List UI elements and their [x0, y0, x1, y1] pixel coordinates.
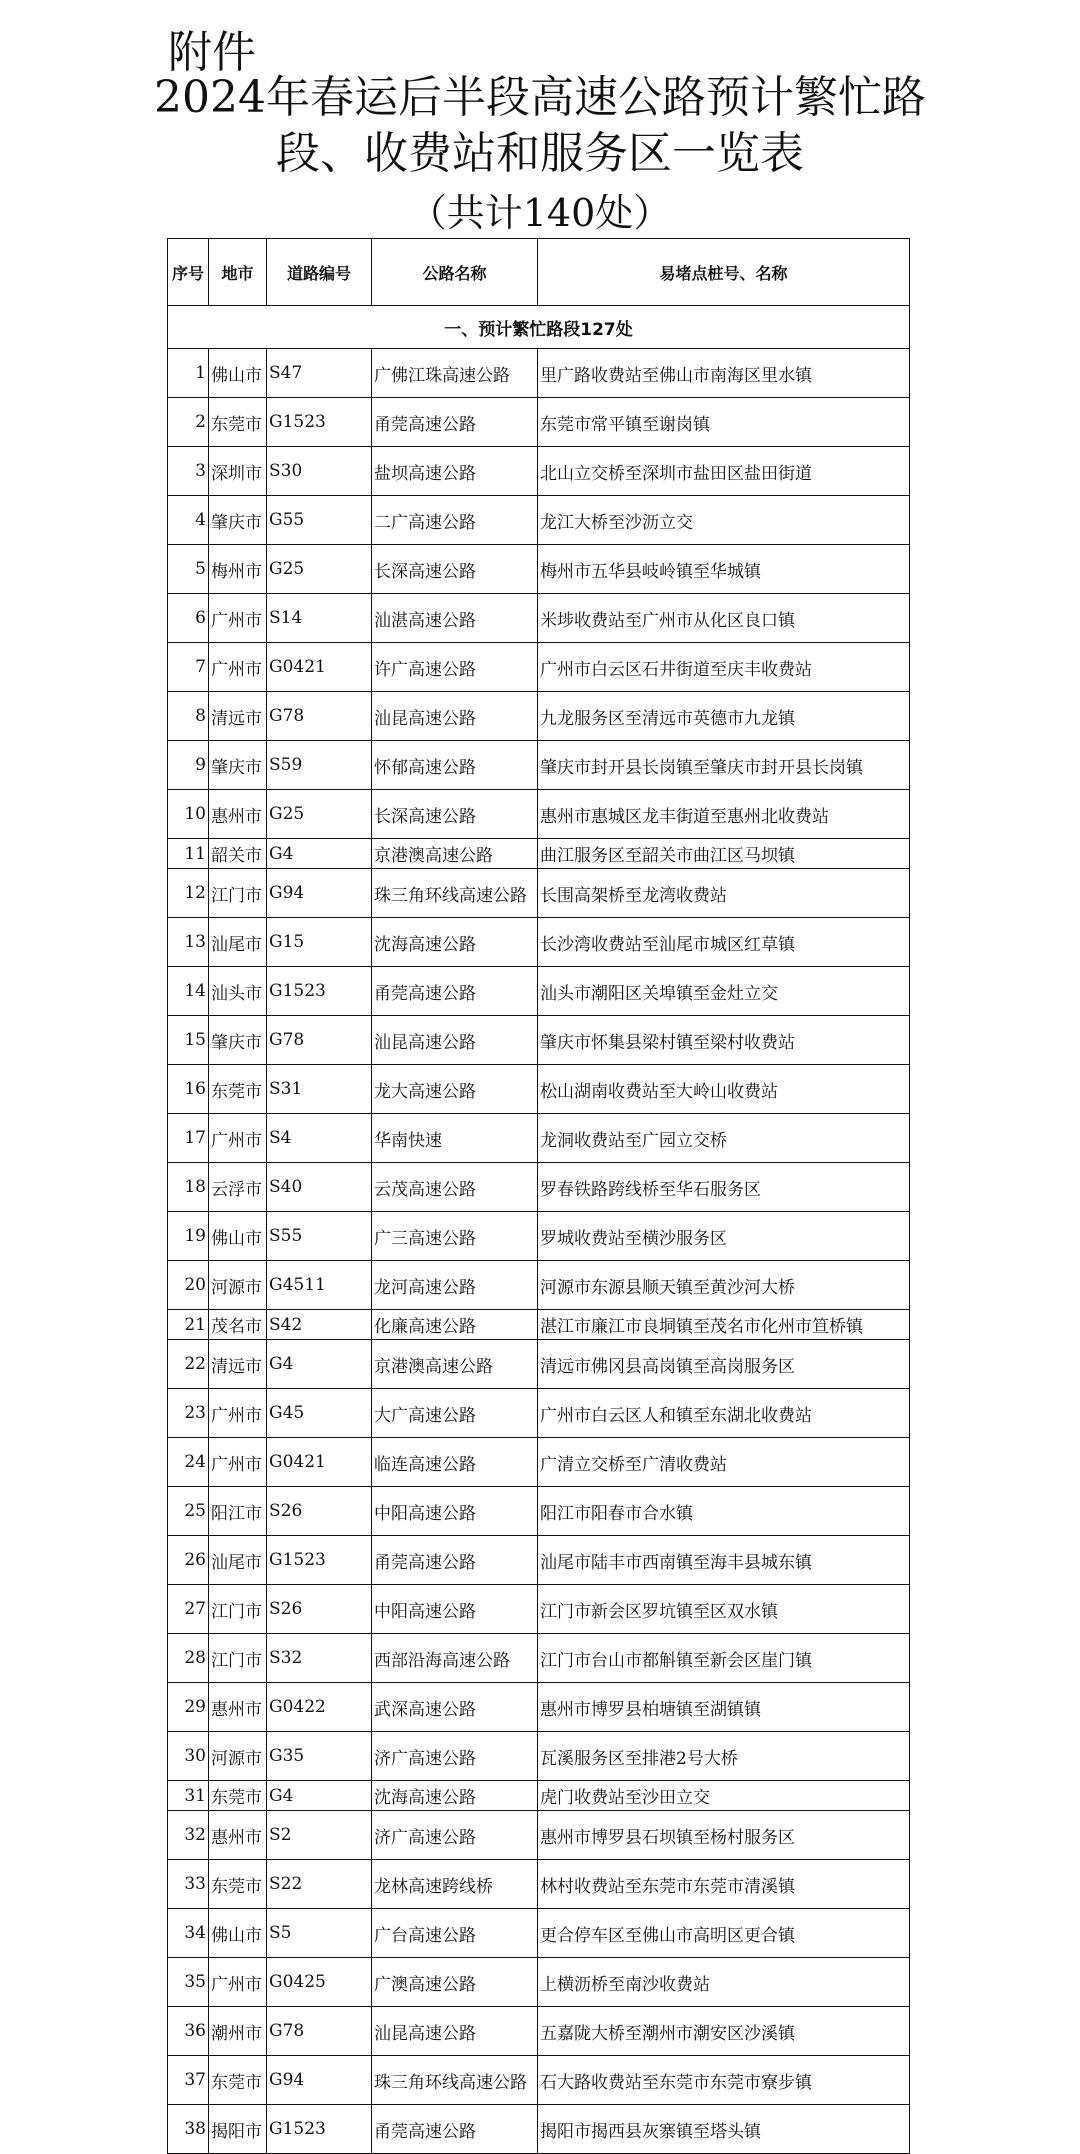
- row-road-name: 广佛江珠高速公路: [372, 349, 538, 398]
- row-spot: 长沙湾收费站至汕尾市城区红草镇: [538, 918, 910, 967]
- row-road: G1523: [267, 398, 372, 447]
- table-row: [168, 1536, 910, 1585]
- row-no: 13: [168, 918, 209, 967]
- row-no: 17: [168, 1114, 209, 1163]
- row-no: 23: [168, 1389, 209, 1438]
- row-road: G25: [267, 545, 372, 594]
- row-no: 25: [168, 1487, 209, 1536]
- row-no: 16: [168, 1065, 209, 1114]
- row-no: 34: [168, 1909, 209, 1958]
- row-no: 12: [168, 869, 209, 918]
- table-row: [168, 1261, 910, 1310]
- row-city: 揭阳市: [209, 2105, 267, 2154]
- row-road-name: 中阳高速公路: [372, 1487, 538, 1536]
- row-road-name: 盐坝高速公路: [372, 447, 538, 496]
- row-road-name: 二广高速公路: [372, 496, 538, 545]
- row-road-name: 汕湛高速公路: [372, 594, 538, 643]
- row-spot: 河源市东源县顺天镇至黄沙河大桥: [538, 1261, 910, 1310]
- row-road-name: 甬莞高速公路: [372, 967, 538, 1016]
- row-spot: 江门市新会区罗坑镇至区双水镇: [538, 1585, 910, 1634]
- total-count: （共计140处）: [408, 191, 672, 235]
- row-road: G4511: [267, 1261, 372, 1310]
- row-spot: 江门市台山市都斛镇至新会区崖门镇: [538, 1634, 910, 1683]
- row-spot: 广州市白云区石井街道至庆丰收费站: [538, 643, 910, 692]
- row-road-name: 龙大高速公路: [372, 1065, 538, 1114]
- attachment-label: 附件: [168, 27, 256, 78]
- table-row: [168, 594, 910, 643]
- row-city: 阳江市: [209, 1487, 267, 1536]
- row-road: S40: [267, 1163, 372, 1212]
- col-header-spot: 易堵点桩号、名称: [538, 239, 910, 306]
- row-road-name: 京港澳高速公路: [372, 1340, 538, 1389]
- row-road: G78: [267, 2007, 372, 2056]
- row-road: S55: [267, 1212, 372, 1261]
- row-spot: 梅州市五华县岐岭镇至华城镇: [538, 545, 910, 594]
- table-row: [168, 1212, 910, 1261]
- row-spot: 东莞市常平镇至谢岗镇: [538, 398, 910, 447]
- row-spot: 长围高架桥至龙湾收费站: [538, 869, 910, 918]
- table-row: [168, 2105, 910, 2154]
- row-city: 清远市: [209, 692, 267, 741]
- table-row: [168, 1811, 910, 1860]
- row-spot: 北山立交桥至深圳市盐田区盐田街道: [538, 447, 910, 496]
- row-no: 31: [168, 1781, 209, 1811]
- row-no: 20: [168, 1261, 209, 1310]
- row-road-name: 化廉高速公路: [372, 1310, 538, 1340]
- row-city: 江门市: [209, 1585, 267, 1634]
- row-spot: 汕头市潮阳区关埠镇至金灶立交: [538, 967, 910, 1016]
- table-row: [168, 2056, 910, 2105]
- row-city: 东莞市: [209, 2056, 267, 2105]
- row-no: 36: [168, 2007, 209, 2056]
- row-road-name: 长深高速公路: [372, 790, 538, 839]
- row-spot: 广清立交桥至广清收费站: [538, 1438, 910, 1487]
- row-no: 38: [168, 2105, 209, 2154]
- table-row: [168, 1781, 910, 1811]
- row-road: S2: [267, 1811, 372, 1860]
- row-road: S32: [267, 1634, 372, 1683]
- table-row: [168, 1016, 910, 1065]
- row-city: 广州市: [209, 1114, 267, 1163]
- row-road: S47: [267, 349, 372, 398]
- row-road: G4: [267, 839, 372, 869]
- row-city: 肇庆市: [209, 741, 267, 790]
- row-road: G78: [267, 1016, 372, 1065]
- row-city: 佛山市: [209, 1212, 267, 1261]
- row-road-name: 甬莞高速公路: [372, 1536, 538, 1585]
- table-row: [168, 643, 910, 692]
- page-title-line1: 2024年春运后半段高速公路预计繁忙路: [154, 72, 926, 123]
- row-road: G78: [267, 692, 372, 741]
- row-road: G15: [267, 918, 372, 967]
- row-no: 5: [168, 545, 209, 594]
- row-road: G1523: [267, 1536, 372, 1585]
- row-road: S22: [267, 1860, 372, 1909]
- row-spot: 九龙服务区至清远市英德市九龙镇: [538, 692, 910, 741]
- table-row: [168, 1585, 910, 1634]
- row-no: 21: [168, 1310, 209, 1340]
- row-spot: 罗城收费站至横沙服务区: [538, 1212, 910, 1261]
- row-no: 14: [168, 967, 209, 1016]
- row-no: 27: [168, 1585, 209, 1634]
- row-city: 惠州市: [209, 790, 267, 839]
- row-no: 7: [168, 643, 209, 692]
- section-row: [168, 306, 910, 349]
- row-city: 汕尾市: [209, 1536, 267, 1585]
- row-spot: 阳江市阳春市合水镇: [538, 1487, 910, 1536]
- table-row: [168, 398, 910, 447]
- row-road: G4: [267, 1340, 372, 1389]
- table-row: [168, 545, 910, 594]
- row-city: 茂名市: [209, 1310, 267, 1340]
- table-row: [168, 790, 910, 839]
- row-road: S42: [267, 1310, 372, 1340]
- congestion-table: [167, 238, 910, 2154]
- table-row: [168, 1958, 910, 2007]
- row-city: 东莞市: [209, 1065, 267, 1114]
- row-city: 河源市: [209, 1732, 267, 1781]
- row-city: 广州市: [209, 1958, 267, 2007]
- row-spot: 汕尾市陆丰市西南镇至海丰县城东镇: [538, 1536, 910, 1585]
- row-road: S26: [267, 1585, 372, 1634]
- row-city: 东莞市: [209, 398, 267, 447]
- section-title: 一、预计繁忙路段127处: [168, 306, 910, 349]
- table-header-row: [168, 239, 910, 306]
- table-row: [168, 1860, 910, 1909]
- row-city: 河源市: [209, 1261, 267, 1310]
- table-row: [168, 1340, 910, 1389]
- row-road-name: 甬莞高速公路: [372, 2105, 538, 2154]
- row-road-name: 汕昆高速公路: [372, 692, 538, 741]
- row-no: 33: [168, 1860, 209, 1909]
- row-city: 肇庆市: [209, 1016, 267, 1065]
- row-road: G4: [267, 1781, 372, 1811]
- row-road: G1523: [267, 2105, 372, 2154]
- table-row: [168, 741, 910, 790]
- row-no: 15: [168, 1016, 209, 1065]
- table-row: [168, 1909, 910, 1958]
- row-spot: 惠州市博罗县石坝镇至杨村服务区: [538, 1811, 910, 1860]
- row-city: 佛山市: [209, 1909, 267, 1958]
- row-road-name: 珠三角环线高速公路: [372, 869, 538, 918]
- row-road: G0422: [267, 1683, 372, 1732]
- row-city: 惠州市: [209, 1683, 267, 1732]
- row-spot: 肇庆市怀集县梁村镇至梁村收费站: [538, 1016, 910, 1065]
- row-road-name: 龙林高速跨线桥: [372, 1860, 538, 1909]
- row-road-name: 广澳高速公路: [372, 1958, 538, 2007]
- table-row: [168, 869, 910, 918]
- row-city: 惠州市: [209, 1811, 267, 1860]
- row-city: 广州市: [209, 594, 267, 643]
- row-road: G55: [267, 496, 372, 545]
- row-no: 35: [168, 1958, 209, 2007]
- row-no: 1: [168, 349, 209, 398]
- row-road-name: 武深高速公路: [372, 1683, 538, 1732]
- table-row: [168, 1683, 910, 1732]
- row-no: 22: [168, 1340, 209, 1389]
- table-row: [168, 1438, 910, 1487]
- row-spot: 惠州市惠城区龙丰街道至惠州北收费站: [538, 790, 910, 839]
- row-road-name: 云茂高速公路: [372, 1163, 538, 1212]
- row-no: 10: [168, 790, 209, 839]
- row-spot: 米埗收费站至广州市从化区良口镇: [538, 594, 910, 643]
- table-row: [168, 1389, 910, 1438]
- table-row: [168, 1065, 910, 1114]
- row-no: 9: [168, 741, 209, 790]
- row-road-name: 广台高速公路: [372, 1909, 538, 1958]
- row-road-name: 甬莞高速公路: [372, 398, 538, 447]
- row-road-name: 沈海高速公路: [372, 918, 538, 967]
- table-row: [168, 447, 910, 496]
- row-city: 潮州市: [209, 2007, 267, 2056]
- col-header-city: 地市: [209, 239, 267, 306]
- row-road: S30: [267, 447, 372, 496]
- row-spot: 罗春铁路跨线桥至华石服务区: [538, 1163, 910, 1212]
- row-road: G25: [267, 790, 372, 839]
- row-spot: 虎门收费站至沙田立交: [538, 1781, 910, 1811]
- row-city: 梅州市: [209, 545, 267, 594]
- row-road-name: 京港澳高速公路: [372, 839, 538, 869]
- row-road: G0421: [267, 643, 372, 692]
- row-spot: 更合停车区至佛山市高明区更合镇: [538, 1909, 910, 1958]
- row-city: 韶关市: [209, 839, 267, 869]
- row-road-name: 长深高速公路: [372, 545, 538, 594]
- row-spot: 龙江大桥至沙沥立交: [538, 496, 910, 545]
- row-road-name: 许广高速公路: [372, 643, 538, 692]
- table-row: [168, 1732, 910, 1781]
- col-header-road: 道路编号: [267, 239, 372, 306]
- row-road-name: 济广高速公路: [372, 1811, 538, 1860]
- row-spot: 松山湖南收费站至大岭山收费站: [538, 1065, 910, 1114]
- row-road-name: 临连高速公路: [372, 1438, 538, 1487]
- table-row: [168, 2007, 910, 2056]
- row-no: 30: [168, 1732, 209, 1781]
- row-no: 32: [168, 1811, 209, 1860]
- row-road-name: 龙河高速公路: [372, 1261, 538, 1310]
- row-road-name: 中阳高速公路: [372, 1585, 538, 1634]
- row-road: S4: [267, 1114, 372, 1163]
- row-city: 佛山市: [209, 349, 267, 398]
- row-road-name: 汕昆高速公路: [372, 1016, 538, 1065]
- row-spot: 上横沥桥至南沙收费站: [538, 1958, 910, 2007]
- row-no: 18: [168, 1163, 209, 1212]
- table-row: [168, 918, 910, 967]
- row-no: 24: [168, 1438, 209, 1487]
- row-spot: 瓦溪服务区至排港2号大桥: [538, 1732, 910, 1781]
- row-city: 江门市: [209, 1634, 267, 1683]
- row-road: G1523: [267, 967, 372, 1016]
- table-row: [168, 692, 910, 741]
- row-road-name: 济广高速公路: [372, 1732, 538, 1781]
- row-no: 4: [168, 496, 209, 545]
- row-no: 28: [168, 1634, 209, 1683]
- row-spot: 里广路收费站至佛山市南海区里水镇: [538, 349, 910, 398]
- row-city: 云浮市: [209, 1163, 267, 1212]
- row-no: 19: [168, 1212, 209, 1261]
- row-road: S59: [267, 741, 372, 790]
- table-row: [168, 1487, 910, 1536]
- row-no: 3: [168, 447, 209, 496]
- row-city: 江门市: [209, 869, 267, 918]
- table-row: [168, 967, 910, 1016]
- row-city: 广州市: [209, 643, 267, 692]
- row-spot: 清远市佛冈县高岗镇至高岗服务区: [538, 1340, 910, 1389]
- row-spot: 五嘉陇大桥至潮州市潮安区沙溪镇: [538, 2007, 910, 2056]
- row-road: G45: [267, 1389, 372, 1438]
- row-road: S14: [267, 594, 372, 643]
- row-road-name: 沈海高速公路: [372, 1781, 538, 1811]
- row-city: 汕头市: [209, 967, 267, 1016]
- table-row: [168, 1163, 910, 1212]
- table-row: [168, 1634, 910, 1683]
- row-no: 6: [168, 594, 209, 643]
- row-spot: 揭阳市揭西县灰寨镇至塔头镇: [538, 2105, 910, 2154]
- row-city: 肇庆市: [209, 496, 267, 545]
- row-road: G0421: [267, 1438, 372, 1487]
- table-row: [168, 349, 910, 398]
- col-header-no: 序号: [168, 239, 209, 306]
- row-no: 8: [168, 692, 209, 741]
- row-spot: 石大路收费站至东莞市东莞市寮步镇: [538, 2056, 910, 2105]
- row-no: 26: [168, 1536, 209, 1585]
- page-title-line2: 段、收费站和服务区一览表: [276, 128, 804, 179]
- row-road-name: 华南快速: [372, 1114, 538, 1163]
- row-spot: 曲江服务区至韶关市曲江区马坝镇: [538, 839, 910, 869]
- row-road: G35: [267, 1732, 372, 1781]
- row-city: 广州市: [209, 1438, 267, 1487]
- row-road-name: 大广高速公路: [372, 1389, 538, 1438]
- row-spot: 惠州市博罗县柏塘镇至湖镇镇: [538, 1683, 910, 1732]
- row-road-name: 汕昆高速公路: [372, 2007, 538, 2056]
- row-city: 广州市: [209, 1389, 267, 1438]
- row-city: 深圳市: [209, 447, 267, 496]
- col-header-name: 公路名称: [372, 239, 538, 306]
- row-no: 2: [168, 398, 209, 447]
- row-road-name: 怀郁高速公路: [372, 741, 538, 790]
- row-road-name: 西部沿海高速公路: [372, 1634, 538, 1683]
- row-road: S5: [267, 1909, 372, 1958]
- row-city: 清远市: [209, 1340, 267, 1389]
- table-row: [168, 1114, 910, 1163]
- row-road-name: 广三高速公路: [372, 1212, 538, 1261]
- row-road: G94: [267, 2056, 372, 2105]
- row-spot: 林村收费站至东莞市东莞市清溪镇: [538, 1860, 910, 1909]
- row-spot: 肇庆市封开县长岗镇至肇庆市封开县长岗镇: [538, 741, 910, 790]
- row-city: 东莞市: [209, 1781, 267, 1811]
- table-row: [168, 496, 910, 545]
- row-spot: 龙洞收费站至广园立交桥: [538, 1114, 910, 1163]
- row-city: 汕尾市: [209, 918, 267, 967]
- row-no: 29: [168, 1683, 209, 1732]
- row-road-name: 珠三角环线高速公路: [372, 2056, 538, 2105]
- row-spot: 湛江市廉江市良垌镇至茂名市化州市笪桥镇: [538, 1310, 910, 1340]
- table-row: [168, 839, 910, 869]
- row-road: G0425: [267, 1958, 372, 2007]
- table-row: [168, 1310, 910, 1340]
- row-road: S31: [267, 1065, 372, 1114]
- row-road: G94: [267, 869, 372, 918]
- row-spot: 广州市白云区人和镇至东湖北收费站: [538, 1389, 910, 1438]
- row-city: 东莞市: [209, 1860, 267, 1909]
- row-no: 11: [168, 839, 209, 869]
- row-road: S26: [267, 1487, 372, 1536]
- row-no: 37: [168, 2056, 209, 2105]
